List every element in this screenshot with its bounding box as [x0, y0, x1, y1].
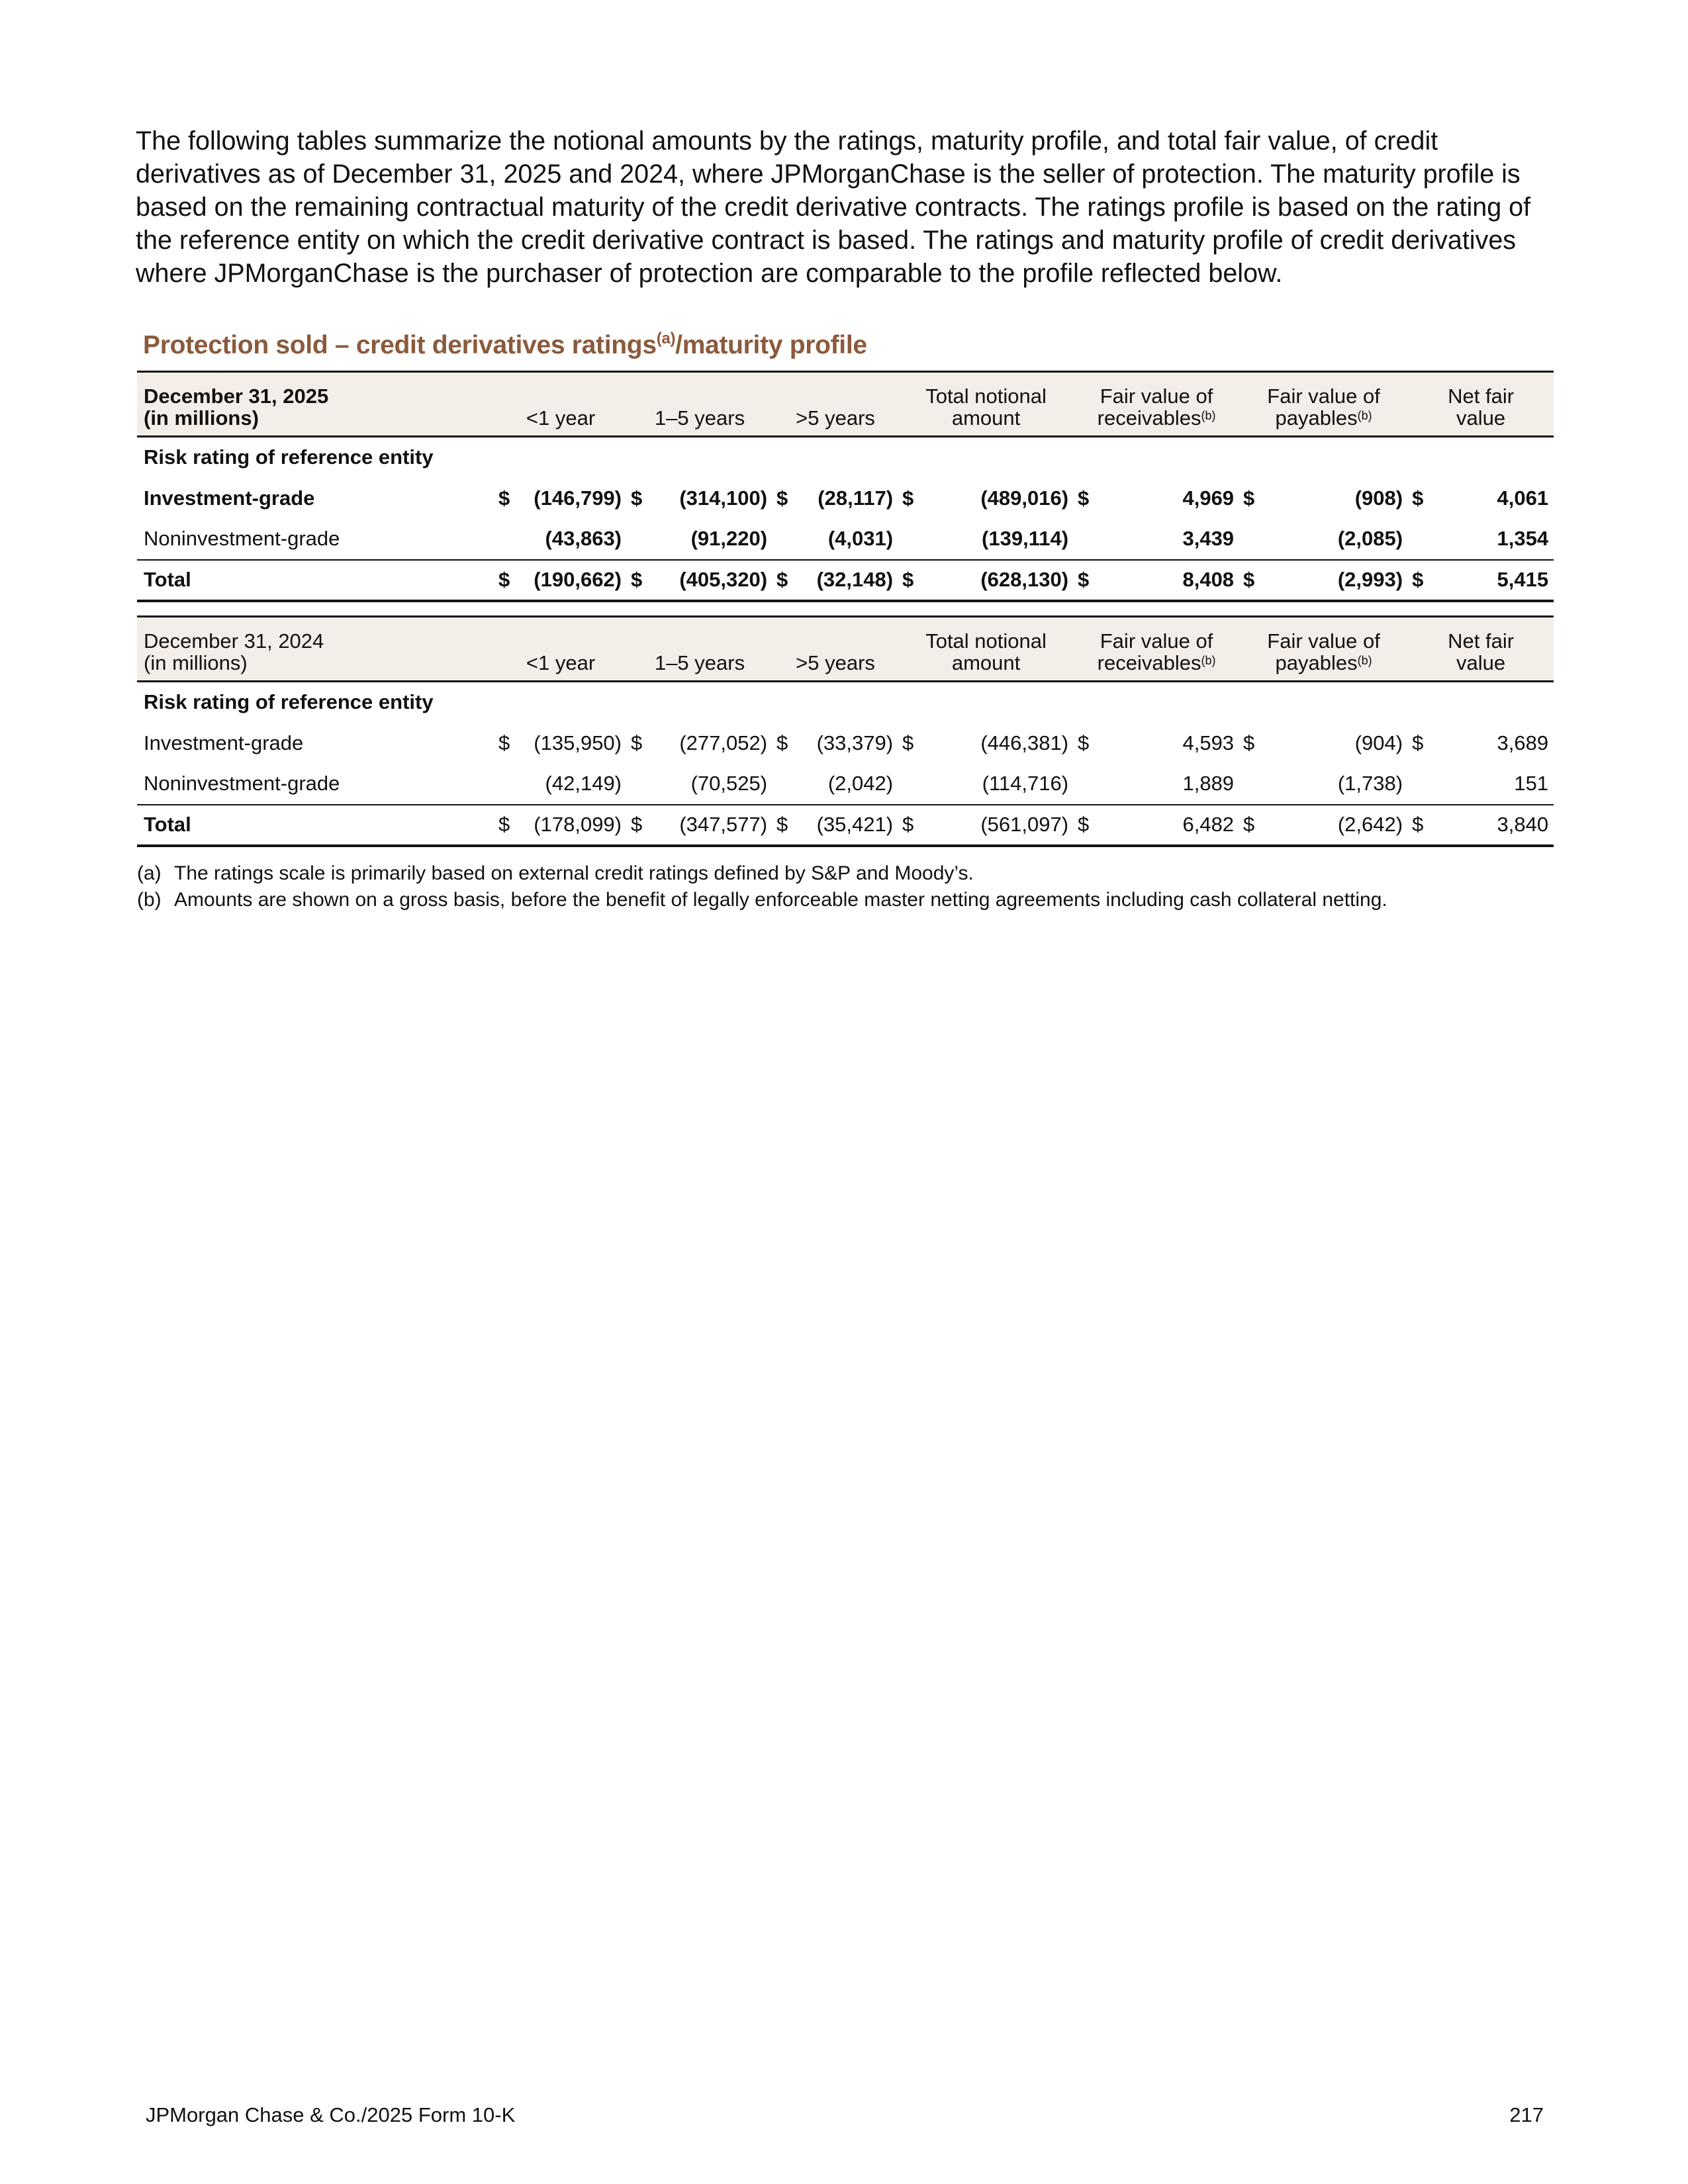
- cell-1-5: (314,100): [679, 486, 768, 510]
- cell-1-5: (70,525): [690, 772, 768, 795]
- col-header-net-fair-value: [1408, 617, 1554, 682]
- dollar-sign: $: [1078, 486, 1090, 510]
- dollar-sign: $: [494, 805, 521, 846]
- dollar-sign: $: [1074, 560, 1100, 601]
- footnote-mark: (a): [137, 862, 162, 884]
- subheader-label: Risk rating of reference entity: [144, 445, 434, 469]
- dollar-sign: [494, 764, 521, 805]
- cell-fv-receivables: 4,969: [1182, 486, 1235, 510]
- intro-paragraph: The following tables summarize the notional amounts by the ratings, maturity profile, and total fair value, of credit derivatives as of December 31, 2025 and 2024, where JPMorganChase is the seller of protection. The maturity profile is based on the remaining contractual maturity of the credit derivative contracts. The ratings profile is based on the rating of the reference entity on which the credit derivative contract is based. The ratings and maturity profile of credit derivatives where JPMorganChase is the purchaser of protection are comparable to the profile reflected below.: [136, 126, 1531, 288]
- cell-fv-payables: (2,993): [1266, 560, 1408, 601]
- footnote-ref-b: (b): [1201, 409, 1216, 422]
- dollar-sign: $: [1412, 486, 1424, 510]
- col-header-line: amount: [951, 651, 1021, 674]
- dollar-sign: $: [631, 731, 643, 754]
- cell-net-fair-value: 3,840: [1434, 805, 1554, 846]
- dollar-sign: $: [1078, 731, 1090, 754]
- cell-gt5: (35,421): [799, 805, 898, 846]
- table-header-row: [137, 617, 1554, 682]
- col-header-line: Fair value of: [1267, 385, 1380, 408]
- dollar-sign: $: [773, 560, 799, 601]
- col-header-line: receivables: [1097, 651, 1201, 674]
- col-header-fv-receivables: [1074, 372, 1239, 437]
- cell-total-notional: (489,016): [980, 486, 1069, 510]
- cell-lt1: (135,950): [534, 731, 622, 754]
- cell-fv-payables: (1,738): [1337, 772, 1403, 795]
- table-header-row: [137, 372, 1554, 437]
- footnote-ref-a: (a): [656, 330, 676, 347]
- dollar-sign: [1239, 764, 1266, 805]
- row-label: Total: [137, 805, 494, 846]
- cell-lt1: (43,863): [545, 527, 622, 550]
- col-header-total-notional: [898, 617, 1074, 682]
- table-row: [137, 519, 1554, 560]
- col-header-line: Fair value of: [1100, 629, 1213, 653]
- dollar-sign: [1239, 519, 1266, 560]
- dollar-sign: $: [1239, 805, 1266, 846]
- cell-lt1: (42,149): [545, 772, 622, 795]
- footnote-a: [137, 860, 1560, 887]
- credit-derivatives-table-2025: [137, 371, 1554, 602]
- cell-gt5: (32,148): [799, 560, 898, 601]
- cell-net-fair-value: 4,061: [1497, 486, 1549, 510]
- col-header-fv-payables: [1239, 372, 1408, 437]
- col-header-line: Fair value of: [1267, 629, 1380, 653]
- units-label: (in millions): [144, 406, 259, 430]
- dollar-sign: [1408, 764, 1434, 805]
- dollar-sign: $: [1408, 805, 1434, 846]
- cell-fv-receivables: 1,889: [1182, 772, 1235, 795]
- cell-fv-receivables: 8,408: [1100, 560, 1239, 601]
- dollar-sign: $: [498, 486, 510, 510]
- page-number: 217: [1509, 2103, 1544, 2126]
- table-row: [137, 723, 1554, 764]
- cell-lt1: (146,799): [534, 486, 622, 510]
- footnote-ref-b: (b): [1201, 654, 1216, 667]
- footnote-b: [137, 887, 1560, 913]
- dollar-sign: [1074, 519, 1100, 560]
- col-header-line: payables: [1275, 651, 1358, 674]
- credit-derivatives-table-2024: [137, 615, 1554, 847]
- row-label: Noninvestment-grade: [144, 527, 340, 550]
- dollar-sign: $: [1412, 731, 1424, 754]
- dollar-sign: $: [627, 805, 653, 846]
- cell-1-5: (91,220): [690, 527, 768, 550]
- table-date-header: [137, 372, 494, 437]
- dollar-sign: $: [776, 486, 788, 510]
- row-label: Total: [137, 560, 494, 601]
- table-row: [137, 478, 1554, 519]
- cell-fv-payables: (2,085): [1337, 527, 1403, 550]
- dollar-sign: $: [631, 486, 643, 510]
- section-title-main: Protection sold – credit derivatives ratings: [143, 331, 657, 359]
- cell-fv-receivables: 4,593: [1182, 731, 1235, 754]
- dollar-sign: $: [1408, 560, 1434, 601]
- col-header-line: receivables: [1097, 406, 1201, 430]
- cell-total-notional: (114,716): [982, 772, 1069, 795]
- row-label: Investment-grade: [144, 486, 315, 510]
- col-header-1-5: 1–5 years: [654, 406, 745, 430]
- col-header-total-notional: [898, 372, 1074, 437]
- cell-fv-payables: (2,642): [1266, 805, 1408, 846]
- total-row: [137, 805, 1554, 846]
- dollar-sign: $: [1243, 486, 1255, 510]
- date-label: December 31, 2024: [144, 629, 324, 653]
- cell-total-notional: (628,130): [925, 560, 1074, 601]
- dollar-sign: [627, 764, 653, 805]
- dollar-sign: $: [1239, 560, 1266, 601]
- dollar-sign: $: [902, 731, 914, 754]
- cell-lt1: (178,099): [521, 805, 627, 846]
- page-footer-title: JPMorgan Chase & Co./2025 Form 10-K: [146, 2103, 516, 2126]
- col-header-lt1: <1 year: [526, 651, 596, 674]
- cell-net-fair-value: 5,415: [1434, 560, 1554, 601]
- footnotes: [137, 860, 1560, 913]
- footnote-ref-b: (b): [1357, 654, 1372, 667]
- dollar-sign: $: [494, 560, 521, 601]
- cell-net-fair-value: 1,354: [1497, 527, 1549, 550]
- col-header-lt1: <1 year: [526, 406, 596, 430]
- col-header-line: value: [1456, 406, 1506, 430]
- dollar-sign: [627, 519, 653, 560]
- cell-fv-payables: (908): [1354, 486, 1403, 510]
- row-label: Noninvestment-grade: [144, 772, 340, 795]
- section-title: [143, 331, 867, 360]
- section-title-tail: /maturity profile: [675, 331, 867, 359]
- cell-fv-receivables: 3,439: [1182, 527, 1235, 550]
- table-date-header: [137, 617, 494, 682]
- units-label: (in millions): [144, 651, 248, 674]
- cell-1-5: (405,320): [653, 560, 773, 601]
- row-label: Investment-grade: [144, 731, 304, 754]
- footnote-text: Amounts are shown on a gross basis, before the benefit of legally enforceable master netting agreements including cash collateral netting.: [174, 889, 1387, 911]
- col-header-line: value: [1456, 651, 1506, 674]
- date-label: December 31, 2025: [144, 385, 329, 408]
- subheader-row: [137, 437, 1554, 478]
- cell-1-5: (277,052): [679, 731, 768, 754]
- dollar-sign: [898, 764, 925, 805]
- dollar-sign: [773, 519, 799, 560]
- table-row: [137, 764, 1554, 805]
- cell-gt5: (33,379): [816, 731, 894, 754]
- cell-fv-receivables: 6,482: [1100, 805, 1239, 846]
- footnote-ref-b: (b): [1357, 409, 1372, 422]
- dollar-sign: [773, 764, 799, 805]
- dollar-sign: [898, 519, 925, 560]
- col-header-gt5: >5 years: [796, 406, 875, 430]
- dollar-sign: $: [898, 560, 925, 601]
- col-header-net-fair-value: [1408, 372, 1554, 437]
- dollar-sign: $: [1243, 731, 1255, 754]
- cell-total-notional: (446,381): [980, 731, 1069, 754]
- dollar-sign: $: [902, 486, 914, 510]
- dollar-sign: $: [898, 805, 925, 846]
- col-header-fv-payables: [1239, 617, 1408, 682]
- col-header-line: amount: [951, 406, 1021, 430]
- dollar-sign: $: [627, 560, 653, 601]
- col-header-line: Net fair: [1448, 385, 1515, 408]
- cell-1-5: (347,577): [653, 805, 773, 846]
- total-row: [137, 560, 1554, 601]
- cell-gt5: (28,117): [818, 486, 894, 510]
- col-header-fv-receivables: [1074, 617, 1239, 682]
- dollar-sign: $: [776, 731, 788, 754]
- cell-total-notional: (139,114): [982, 527, 1069, 550]
- col-header-line: Fair value of: [1100, 385, 1213, 408]
- cell-fv-payables: (904): [1354, 731, 1403, 754]
- dollar-sign: $: [498, 731, 510, 754]
- footnote-mark: (b): [137, 889, 162, 911]
- dollar-sign: [1408, 519, 1434, 560]
- cell-gt5: (2,042): [827, 772, 894, 795]
- cell-net-fair-value: 151: [1514, 772, 1549, 795]
- col-header-line: Net fair: [1448, 629, 1515, 653]
- col-header-gt5: >5 years: [796, 651, 875, 674]
- footnote-text: The ratings scale is primarily based on external credit ratings defined by S&P and Moody’s.: [174, 862, 974, 884]
- subheader-row: [137, 682, 1554, 723]
- cell-lt1: (190,662): [521, 560, 627, 601]
- col-header-1-5: 1–5 years: [654, 651, 745, 674]
- dollar-sign: [494, 519, 521, 560]
- dollar-sign: $: [773, 805, 799, 846]
- col-header-line: Total notional: [925, 385, 1047, 408]
- subheader-label: Risk rating of reference entity: [144, 690, 434, 714]
- cell-net-fair-value: 3,689: [1497, 731, 1549, 754]
- cell-total-notional: (561,097): [925, 805, 1074, 846]
- dollar-sign: [1074, 764, 1100, 805]
- col-header-line: Total notional: [925, 629, 1047, 653]
- dollar-sign: $: [1074, 805, 1100, 846]
- col-header-line: payables: [1275, 406, 1358, 430]
- cell-gt5: (4,031): [827, 527, 894, 550]
